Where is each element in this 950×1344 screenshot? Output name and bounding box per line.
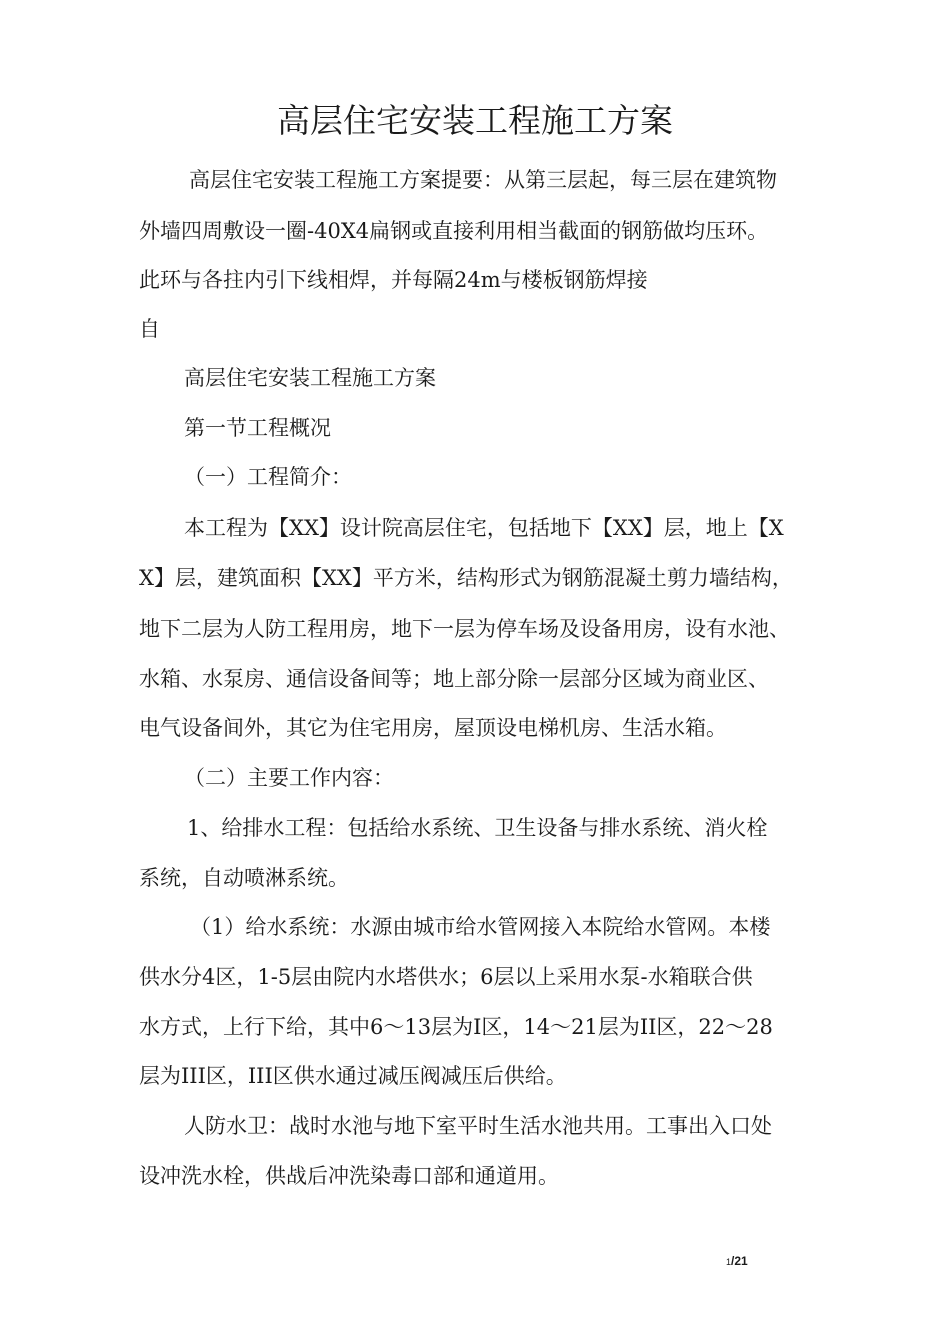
paragraph-line: 人防水卫：战时水池与地下室平时生活水池共用。工事出入口处	[184, 1114, 772, 1138]
paragraph-line: 地下二层为人防工程用房，地下一层为停车场及设备用房，设有水池、	[139, 617, 790, 641]
paragraph-line: 电气设备间外，其它为住宅用房，屋顶设电梯机房、生活水箱。	[139, 716, 727, 740]
page-total: /21	[731, 1254, 748, 1268]
section-heading: 第一节工程概况	[184, 416, 331, 440]
document-title: 高层住宅安装工程施工方案	[277, 101, 673, 140]
paragraph-line: 自	[139, 317, 160, 341]
paragraph-line: 1、给排水工程：包括给水系统、卫生设备与排水系统、消火栓	[187, 816, 768, 840]
paragraph-line: 设冲洗水栓，供战后冲洗染毒口部和通道用。	[139, 1164, 559, 1188]
page-number	[726, 1254, 748, 1268]
paragraph-line: 此环与各拄内引下线相焊，并每隔24m与楼板钢筋焊接	[139, 268, 648, 292]
section-heading: 高层住宅安装工程施工方案	[184, 366, 436, 390]
paragraph-line: （1）给水系统：水源由城市给水管网接入本院给水管网。本楼	[190, 915, 771, 939]
paragraph-line: 层为III区，III区供水通过减压阀减压后供给。	[139, 1064, 567, 1088]
page-current: 1	[726, 1257, 732, 1267]
paragraph-line: 高层住宅安装工程施工方案提要：从第三层起，每三层在建筑物	[189, 168, 777, 192]
paragraph-line: 水箱、水泵房、通信设备间等；地上部分除一层部分区域为商业区、	[139, 667, 769, 691]
paragraph-line: 本工程为【XX】设计院高层住宅，包括地下【XX】层，地上【X	[184, 516, 784, 540]
subsection-heading: （二）主要工作内容：	[184, 766, 394, 790]
subsection-heading: （一）工程简介：	[184, 465, 352, 489]
paragraph-line: 供水分4区，1-5层由院内水塔供水；6层以上采用水泵-水箱联合供	[139, 965, 753, 989]
paragraph-line: 外墙四周敷设一圈-40X4扁钢或直接利用相当截面的钢筋做均压环。	[139, 219, 769, 243]
paragraph-line: 系统，自动喷淋系统。	[139, 866, 349, 890]
paragraph-line: 水方式，上行下给，其中6〜13层为I区，14〜21层为II区，22〜28	[139, 1015, 773, 1039]
paragraph-line: X】层，建筑面积【XX】平方米，结构形式为钢筋混凝土剪力墙结构，	[139, 566, 793, 590]
